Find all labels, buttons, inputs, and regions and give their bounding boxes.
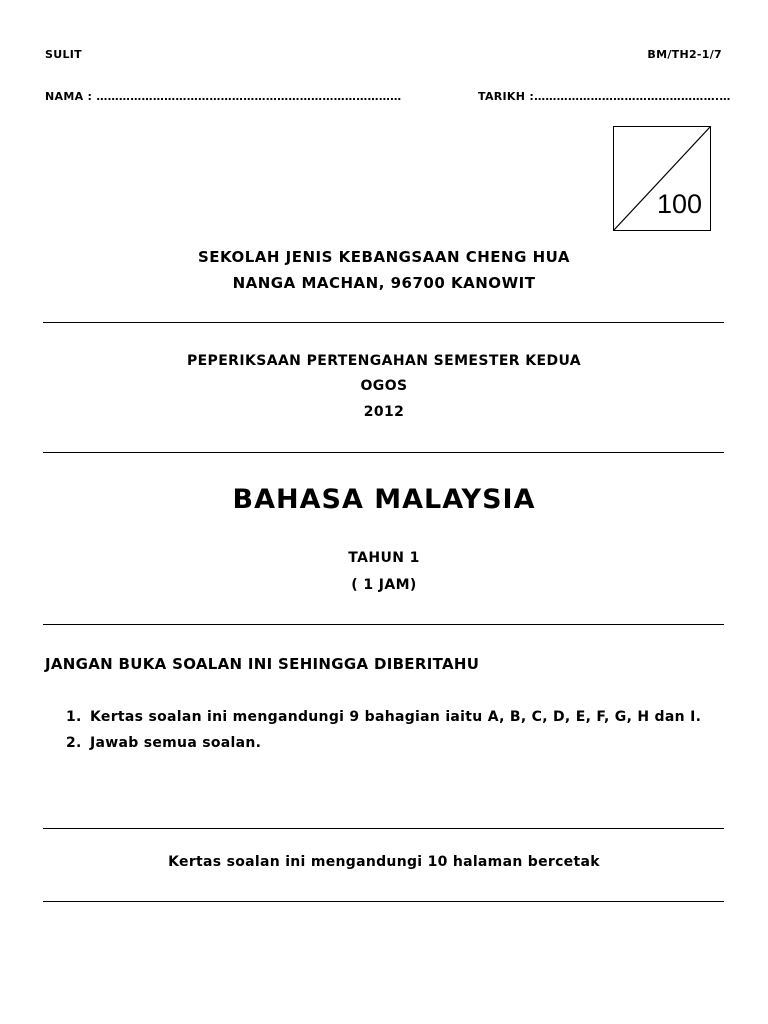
subject-level: TAHUN 1	[348, 550, 420, 566]
subject-duration: ( 1 JAM)	[351, 577, 417, 593]
divider	[43, 901, 724, 902]
pages-note: Kertas soalan ini mengandungi 10 halaman bercetak	[168, 854, 600, 870]
instruction-number: 1.	[66, 709, 82, 725]
instructions-warning: JANGAN BUKA SOALAN INI SEHINGGA DIBERITAHU	[45, 655, 480, 673]
classification-label: SULIT	[45, 48, 82, 61]
score-total: 100	[656, 189, 702, 219]
subject-title: BAHASA MALAYSIA	[232, 484, 536, 515]
exam-title: PEPERIKSAAN PERTENGAHAN SEMESTER KEDUA	[186, 353, 582, 369]
instruction-text: Kertas soalan ini mengandungi 9 bahagian iaitu A, B, C, D, E, F, G, H dan I.	[90, 709, 702, 725]
school-name: SEKOLAH JENIS KEBANGSAAN CHENG HUA	[197, 248, 571, 266]
divider	[43, 828, 724, 829]
instruction-number: 2.	[66, 735, 82, 751]
instruction-item	[66, 730, 706, 756]
score-box	[613, 126, 711, 231]
date-field: TARIKH :………………………………………….…	[478, 90, 731, 103]
school-address: NANGA MACHAN, 96700 KANOWIT	[232, 274, 536, 292]
instructions-list	[66, 704, 706, 756]
paper-code: BM/TH2-1/7	[647, 48, 722, 61]
divider	[43, 322, 724, 323]
instruction-text: Jawab semua soalan.	[90, 735, 262, 751]
exam-month: OGOS	[360, 378, 408, 394]
exam-year: 2012	[363, 404, 405, 420]
name-field: NAMA : ………………………………………………………………………	[45, 90, 402, 103]
divider	[43, 624, 724, 625]
instruction-item	[66, 704, 706, 730]
divider	[43, 452, 724, 453]
